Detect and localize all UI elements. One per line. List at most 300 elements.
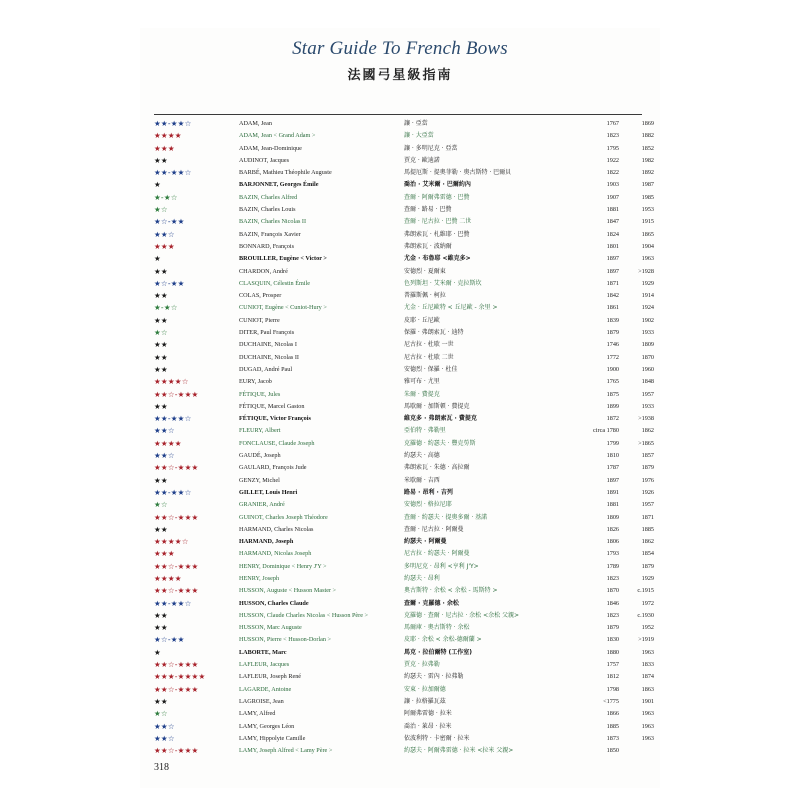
- list-item: [154, 216, 654, 228]
- star-rating: ★★: [154, 696, 168, 706]
- list-item: [154, 143, 654, 155]
- list-item: [154, 475, 654, 487]
- maker-name: LAGARDE, Antoine: [239, 685, 292, 693]
- maker-name: HUSSON, Charles Claude: [239, 599, 309, 607]
- list-item: [154, 352, 654, 364]
- maker-name: HUSSON, Pierre < Husson-Dorlan >: [239, 636, 332, 644]
- death-year: c.1915: [637, 587, 654, 595]
- birth-year: 1746: [606, 341, 619, 349]
- list-item: [154, 671, 654, 683]
- maker-name-chinese: 讓 · 大亞當: [404, 132, 434, 140]
- maker-name-chinese: 約瑟夫 · 昂利: [404, 574, 440, 582]
- death-year: c.1930: [637, 611, 654, 619]
- list-item: [154, 721, 654, 733]
- birth-year: 1812: [606, 673, 619, 681]
- maker-name-chinese: 尼古拉 · 約瑟夫 · 阿爾曼: [404, 550, 470, 558]
- star-rating: ★★★: [154, 143, 175, 153]
- star-rating: ★★-★★☆: [154, 168, 192, 178]
- page-subtitle: 法國弓星級指南: [347, 68, 453, 83]
- death-year: 1926: [641, 488, 654, 496]
- maker-name-chinese: 依波利特 · 卡密爾 · 拉米: [404, 734, 470, 742]
- death-year: 1885: [641, 525, 654, 533]
- maker-name: DUCHAINE, Nicolas I: [239, 341, 297, 349]
- birth-year: 1879: [606, 329, 619, 337]
- maker-name-chinese: 賈克 · 歐迪諾: [404, 156, 440, 164]
- maker-name: BONNARD, François: [239, 242, 294, 250]
- death-year: 1901: [641, 697, 654, 705]
- death-year: 1863: [641, 685, 654, 693]
- maker-name: CLASQUIN, Célestin Émile: [239, 279, 310, 287]
- death-year: 1833: [641, 661, 654, 669]
- birth-year: 1846: [606, 599, 619, 607]
- star-rating: ★★☆: [154, 733, 175, 743]
- star-rating: ★★★★: [154, 131, 182, 141]
- list-item: [154, 499, 654, 511]
- maker-name: FÉTIQUE, Jules: [239, 390, 281, 398]
- star-rating: ★★★: [154, 241, 175, 251]
- death-year: 1963: [641, 722, 654, 730]
- maker-name-chinese: 奧古斯特 · 余松 < 余松 - 馬斯特 >: [404, 587, 498, 595]
- birth-year: 1907: [606, 193, 619, 201]
- list-item: [154, 548, 654, 560]
- death-year: 1865: [641, 230, 654, 238]
- maker-name: BAZIN, Charles Nicolas II: [239, 218, 307, 226]
- maker-name-chinese: 查爾 · 路易 · 巴贊: [404, 206, 452, 214]
- maker-name: FÉTIQUE, Marcel Gaston: [239, 402, 305, 410]
- maker-name-chinese: 米歇爾 · 吉西: [404, 476, 440, 484]
- birth-year: 1757: [606, 661, 619, 669]
- maker-name: HARMAND, Joseph: [239, 538, 294, 546]
- list-item: [154, 598, 654, 610]
- list-item: [154, 708, 654, 720]
- maker-name-chinese: 安德烈 · 夏爾東: [404, 267, 446, 275]
- maker-name-chinese: 弗朗索瓦 · 朱德 · 高拉爾: [404, 464, 470, 472]
- maker-name-chinese: 安德烈 · 保羅 · 杜佳: [404, 365, 458, 373]
- maker-name-chinese: 皮耶 · 丘尼歐: [404, 316, 440, 324]
- birth-year: 1787: [606, 464, 619, 472]
- maker-name: LAMY, Georges Léon: [239, 722, 295, 730]
- star-rating: ★★☆-★★★: [154, 660, 199, 670]
- page-title: Star Guide To French Bows: [292, 38, 508, 59]
- maker-name: HENRY, Joseph: [239, 574, 280, 582]
- birth-year: <1775: [603, 697, 619, 705]
- list-item: [154, 364, 654, 376]
- birth-year: 1798: [606, 685, 619, 693]
- birth-year: 1899: [606, 402, 619, 410]
- list-item: [154, 155, 654, 167]
- maker-name-chinese: 維克多 · 弗朗索瓦 · 費提克: [404, 415, 477, 423]
- death-year: 1953: [641, 206, 654, 214]
- death-year: 1914: [641, 292, 654, 300]
- star-rating: ★★☆-★★★: [154, 746, 199, 756]
- maker-name-chinese: 弗朗索瓦 · 波納爾: [404, 242, 452, 250]
- maker-name-chinese: 約瑟夫 · 阿爾曼: [404, 538, 447, 546]
- death-year: 1963: [641, 734, 654, 742]
- star-rating: ★★-★★☆: [154, 598, 192, 608]
- header-rule: [154, 114, 642, 115]
- list-item: [154, 696, 654, 708]
- list-item: [154, 634, 654, 646]
- list-item: [154, 425, 654, 437]
- maker-name-chinese: 馬歇爾 · 加斯頓 · 費提克: [404, 402, 470, 410]
- maker-name-chinese: 安東 · 拉加爾德: [404, 685, 446, 693]
- birth-year: 1830: [606, 636, 619, 644]
- maker-name: LAMY, Hippolyte Camille: [239, 734, 306, 742]
- birth-year: 1801: [606, 242, 619, 250]
- star-rating: ★★★★: [154, 438, 182, 448]
- maker-name: GAULARD, François Jude: [239, 464, 307, 472]
- star-rating: ★★: [154, 623, 168, 633]
- birth-year: 1789: [606, 562, 619, 570]
- list-item: [154, 167, 654, 179]
- maker-name: BAZIN, François Xavier: [239, 230, 301, 238]
- death-year: 1854: [641, 550, 654, 558]
- star-rating: ★★: [154, 364, 168, 374]
- maker-name: GENZY, Michel: [239, 476, 280, 484]
- star-rating: ★★☆-★★★: [154, 463, 199, 473]
- maker-name: HUSSON, Claude Charles Nicolas < Husson Père >: [239, 611, 368, 619]
- maker-name-chinese: 皮耶 · 余松 < 余松-德爾蘭 >: [404, 636, 482, 644]
- list-item: [154, 733, 654, 745]
- birth-year: 1847: [606, 218, 619, 226]
- star-rating: ★☆-★★: [154, 217, 185, 227]
- maker-name-chinese: 保羅 · 弗朗索瓦 · 迪特: [404, 329, 464, 337]
- star-rating: ★★★-★★★★: [154, 672, 206, 682]
- death-year: 1915: [641, 218, 654, 226]
- star-rating: ★★: [154, 291, 168, 301]
- maker-name: CHARDON, André: [239, 267, 288, 275]
- birth-year: 1795: [606, 144, 619, 152]
- list-item: [154, 524, 654, 536]
- maker-name: FONCLAUSE, Claude Joseph: [239, 439, 315, 447]
- star-rating: ★★☆-★★★: [154, 586, 199, 596]
- maker-name-chinese: 普羅斯佩 · 柯拉: [404, 292, 446, 300]
- death-year: >1938: [638, 415, 654, 423]
- star-rating: ★★☆-★★★: [154, 561, 199, 571]
- star-rating: ★☆: [154, 500, 168, 510]
- list-item: [154, 647, 654, 659]
- death-year: 1904: [641, 242, 654, 250]
- maker-name: HUSSON, Auguste < Husson Master >: [239, 587, 337, 595]
- maker-name: AUDINOT, Jacques: [239, 156, 290, 164]
- maker-name-chinese: 阿爾弗雷德 · 拉米: [404, 710, 452, 718]
- maker-name: BAZIN, Charles Alfred: [239, 193, 298, 201]
- list-item: [154, 339, 654, 351]
- maker-name: LAMY, Joseph Alfred < Lamy Père >: [239, 747, 333, 755]
- list-item: [154, 130, 654, 142]
- star-rating: ★★: [154, 155, 168, 165]
- birth-year: 1885: [606, 722, 619, 730]
- maker-name-chinese: 尤金 · 布魯耶 <維克多>: [404, 255, 471, 263]
- birth-year: 1881: [606, 206, 619, 214]
- list-item: [154, 512, 654, 524]
- birth-year: 1897: [606, 267, 619, 275]
- maker-name-chinese: 讓 · 拉格羅瓦茲: [404, 697, 446, 705]
- star-rating: ★☆-★★: [154, 278, 185, 288]
- maker-name: GILLET, Louis Henri: [239, 488, 298, 496]
- star-rating: ★★☆: [154, 451, 175, 461]
- maker-name: BARBÉ, Mathieu Théophile Auguste: [239, 169, 332, 177]
- maker-name: GUINOT, Charles Joseph Théodore: [239, 513, 328, 521]
- maker-name: LABORTE, Marc: [239, 648, 287, 656]
- star-rating: ★★☆-★★★: [154, 512, 199, 522]
- maker-name-chinese: 查爾 · 克羅德 · 余松: [404, 599, 459, 607]
- maker-name-chinese: 弗朗索瓦 · 札維耶 · 巴贊: [404, 230, 470, 238]
- death-year: 1982: [641, 156, 654, 164]
- maker-name: DUCHAINE, Nicolas II: [239, 353, 299, 361]
- star-rating: ★★-★★☆: [154, 487, 192, 497]
- birth-year: 1823: [606, 611, 619, 619]
- birth-year: 1871: [606, 279, 619, 287]
- maker-name: BARJONNET, Georges Émile: [239, 181, 319, 189]
- list-item: [154, 290, 654, 302]
- book-page: [140, 28, 660, 788]
- maker-name: HENRY, Dominique < Henry J'Y >: [239, 562, 327, 570]
- list-item: [154, 118, 654, 130]
- star-rating: ★: [154, 254, 161, 264]
- list-item: [154, 241, 654, 253]
- death-year: 1848: [641, 378, 654, 386]
- death-year: 1957: [641, 390, 654, 398]
- death-year: 1963: [641, 648, 654, 656]
- birth-year: 1922: [606, 156, 619, 164]
- maker-name-chinese: 克羅德 · 查爾 · 尼古拉 · 余松 <余松 父親>: [404, 611, 520, 619]
- death-year: 1963: [641, 710, 654, 718]
- maker-name: GRANIER, André: [239, 501, 285, 509]
- list-item: [154, 745, 642, 757]
- star-rating: ★★★★: [154, 573, 182, 583]
- birth-year: 1891: [606, 488, 619, 496]
- star-rating: ★★: [154, 475, 168, 485]
- death-year: 1952: [641, 624, 654, 632]
- list-item: [154, 315, 654, 327]
- star-rating: ★★: [154, 315, 168, 325]
- maker-name-chinese: 多明尼克 · 昂利 <亨利 J'Y>: [404, 562, 479, 570]
- maker-name: BROUILLER, Eugène < Victor >: [239, 255, 327, 263]
- star-rating: ★★: [154, 340, 168, 350]
- maker-name-chinese: 尼古拉 · 杜歇 二世: [404, 353, 454, 361]
- maker-name-chinese: 尤金 · 丘尼歐特 < 丘尼歐 - 余里 >: [404, 304, 498, 312]
- maker-name: LAFLEUR, Joseph René: [239, 673, 302, 681]
- birth-year: 1799: [606, 439, 619, 447]
- list-item: [154, 622, 654, 634]
- list-item: [154, 487, 654, 499]
- maker-name-chinese: 馬提厄斯 · 提奧菲勒 · 奧古斯特 · 巴爾貝: [404, 169, 512, 177]
- star-rating: ★☆: [154, 205, 168, 215]
- maker-name-chinese: 馬爾庫 · 奧古斯特 · 余松: [404, 624, 470, 632]
- birth-year: 1823: [606, 132, 619, 140]
- birth-year: 1872: [606, 415, 619, 423]
- star-rating: ★★★★☆: [154, 377, 189, 387]
- maker-name: LAFLEUR, Jacques: [239, 661, 290, 669]
- maker-name-chinese: 亞伯特 · 弗勒里: [404, 427, 446, 435]
- star-rating: ★★☆: [154, 721, 175, 731]
- list-item: [154, 192, 654, 204]
- maker-name-chinese: 喬治 · 萊昂 · 拉米: [404, 722, 452, 730]
- death-year: 1924: [641, 304, 654, 312]
- list-item: [154, 376, 654, 388]
- maker-name-chinese: 查爾 · 約瑟夫 · 提奧多爾 · 基諾: [404, 513, 488, 521]
- maker-name-chinese: 查爾 · 阿爾弗雷德 · 巴贊: [404, 193, 470, 201]
- maker-name-chinese: 約瑟夫 · 雷內 · 拉弗勒: [404, 673, 464, 681]
- birth-year: circa 1780: [593, 427, 619, 435]
- list-item: [154, 610, 654, 622]
- star-rating: ★★: [154, 401, 168, 411]
- maker-list: [154, 118, 654, 757]
- birth-year: 1875: [606, 390, 619, 398]
- birth-year: 1793: [606, 550, 619, 558]
- death-year: 1862: [641, 538, 654, 546]
- star-rating: ★★: [154, 610, 168, 620]
- birth-year: 1826: [606, 525, 619, 533]
- list-item: [154, 179, 654, 191]
- list-item: [154, 204, 654, 216]
- death-year: 1929: [641, 574, 654, 582]
- death-year: 1857: [641, 452, 654, 460]
- death-year: 1902: [641, 316, 654, 324]
- birth-year: 1823: [606, 574, 619, 582]
- list-item: [154, 462, 654, 474]
- birth-year: 1824: [606, 230, 619, 238]
- star-rating: ★★★: [154, 549, 175, 559]
- maker-name-chinese: 安德烈 · 格拉尼耶: [404, 501, 452, 509]
- death-year: 1972: [641, 599, 654, 607]
- list-item: [154, 573, 654, 585]
- birth-year: 1772: [606, 353, 619, 361]
- death-year: 1852: [641, 144, 654, 152]
- death-year: 1809: [641, 341, 654, 349]
- birth-year: 1822: [606, 169, 619, 177]
- birth-year: 1873: [606, 734, 619, 742]
- maker-name: DITER, Paul François: [239, 329, 295, 337]
- death-year: 1963: [641, 255, 654, 263]
- maker-name: GAUDÉ, Joseph: [239, 452, 281, 460]
- death-year: 1874: [641, 673, 654, 681]
- maker-name-chinese: 朱爾 · 費提克: [404, 390, 440, 398]
- death-year: 1929: [641, 279, 654, 287]
- maker-name-chinese: 路易 · 昂利 · 吉列: [404, 488, 453, 496]
- list-item: [154, 438, 654, 450]
- list-item: [154, 659, 654, 671]
- death-year: >1865: [638, 439, 654, 447]
- maker-name: LAMY, Alfred: [239, 710, 276, 718]
- birth-year: 1839: [606, 316, 619, 324]
- star-rating: ★★☆: [154, 229, 175, 239]
- death-year: 1933: [641, 402, 654, 410]
- death-year: 1987: [641, 181, 654, 189]
- birth-year: 1842: [606, 292, 619, 300]
- star-rating: ★★-★★☆: [154, 119, 192, 128]
- maker-name-chinese: 約瑟夫 · 阿爾弗雷德 · 拉米 <拉米 父親>: [404, 747, 514, 755]
- birth-year: 1850: [606, 747, 619, 755]
- maker-name-chinese: 色列斯坦 · 艾米爾 · 克拉斯坎: [404, 279, 482, 287]
- death-year: 1879: [641, 464, 654, 472]
- maker-name-chinese: 喬治 · 艾米爾 · 巴爾約內: [404, 181, 471, 189]
- list-item: [154, 401, 654, 413]
- maker-name: ADAM, Jean < Grand Adam >: [239, 132, 316, 140]
- star-rating: ★☆-★★: [154, 635, 185, 645]
- list-item: [154, 229, 654, 241]
- maker-name: FLEURY, Albert: [239, 427, 281, 435]
- death-year: 1862: [641, 427, 654, 435]
- maker-name: BAZIN, Charles Louis: [239, 206, 296, 214]
- star-rating: ★-★☆: [154, 303, 178, 313]
- page-number: 318: [154, 762, 169, 773]
- star-rating: ★☆: [154, 709, 168, 719]
- birth-year: 1879: [606, 624, 619, 632]
- birth-year: 1806: [606, 538, 619, 546]
- maker-name: FÉTIQUE, Victor François: [239, 415, 311, 423]
- maker-name: HUSSON, Marc Auguste: [239, 624, 302, 632]
- birth-year: 1765: [606, 378, 619, 386]
- maker-name: DUGAD, André Paul: [239, 365, 293, 373]
- maker-name-chinese: 馬克 · 拉伯爾特 (工作室): [404, 648, 473, 656]
- death-year: 1960: [641, 365, 654, 373]
- death-year: 1871: [641, 513, 654, 521]
- death-year: 1879: [641, 562, 654, 570]
- list-item: [154, 585, 654, 597]
- list-item: [154, 278, 654, 290]
- birth-year: 1866: [606, 710, 619, 718]
- list-item: [154, 266, 654, 278]
- death-year: 1957: [641, 501, 654, 509]
- birth-year: 1870: [606, 587, 619, 595]
- maker-name-chinese: 克羅德 · 約瑟夫 · 豐克勞斯: [404, 439, 476, 447]
- maker-name: COLAS, Prosper: [239, 292, 282, 300]
- maker-name: ADAM, Jean: [239, 120, 272, 127]
- maker-name: EURY, Jacob: [239, 378, 272, 386]
- star-rating: ★★-★★☆: [154, 414, 192, 424]
- death-year: 1892: [641, 169, 654, 177]
- list-item: [154, 302, 654, 314]
- death-year: 1985: [641, 193, 654, 201]
- star-rating: ★: [154, 180, 161, 190]
- maker-name: HARMAND, Charles Nicolas: [239, 525, 314, 533]
- maker-name: ADAM, Jean-Dominique: [239, 144, 302, 152]
- maker-name-chinese: 查爾 · 尼古拉 · 巴贊 二世: [404, 218, 472, 226]
- birth-year: 1767: [606, 120, 619, 127]
- list-item: [154, 684, 654, 696]
- maker-name-chinese: 雅可布 · 尤里: [404, 378, 440, 386]
- maker-name: LAGROISE, Jean: [239, 697, 284, 705]
- list-item: [154, 561, 654, 573]
- birth-year: 1810: [606, 452, 619, 460]
- list-item: [154, 536, 654, 548]
- birth-year: 1861: [606, 304, 619, 312]
- list-item: [154, 450, 654, 462]
- star-rating: ★-★☆: [154, 192, 178, 202]
- star-rating: ★☆: [154, 328, 168, 338]
- maker-name-chinese: 讓 · 多明尼克 · 亞當: [404, 144, 458, 152]
- birth-year: 1880: [606, 648, 619, 656]
- maker-name: CUNIOT, Eugène < Cuniot-Hury >: [239, 304, 327, 312]
- maker-name: CUNIOT, Pierre: [239, 316, 280, 324]
- maker-name-chinese: 賈克 · 拉弗勒: [404, 661, 440, 669]
- list-item: [154, 253, 654, 265]
- birth-year: 1900: [606, 365, 619, 373]
- list-item: [154, 413, 654, 425]
- star-rating: ★: [154, 647, 161, 657]
- list-item: [154, 327, 654, 339]
- star-rating: ★★: [154, 266, 168, 276]
- maker-name-chinese: 約瑟夫 · 高德: [404, 452, 440, 460]
- death-year: 1870: [641, 353, 654, 361]
- death-year: 1869: [641, 120, 654, 127]
- maker-name: HARMAND, Nicolas Joseph: [239, 550, 312, 558]
- maker-name-chinese: 讓 · 亞當: [404, 120, 428, 127]
- birth-year: 1897: [606, 476, 619, 484]
- star-rating: ★★☆-★★★: [154, 389, 199, 399]
